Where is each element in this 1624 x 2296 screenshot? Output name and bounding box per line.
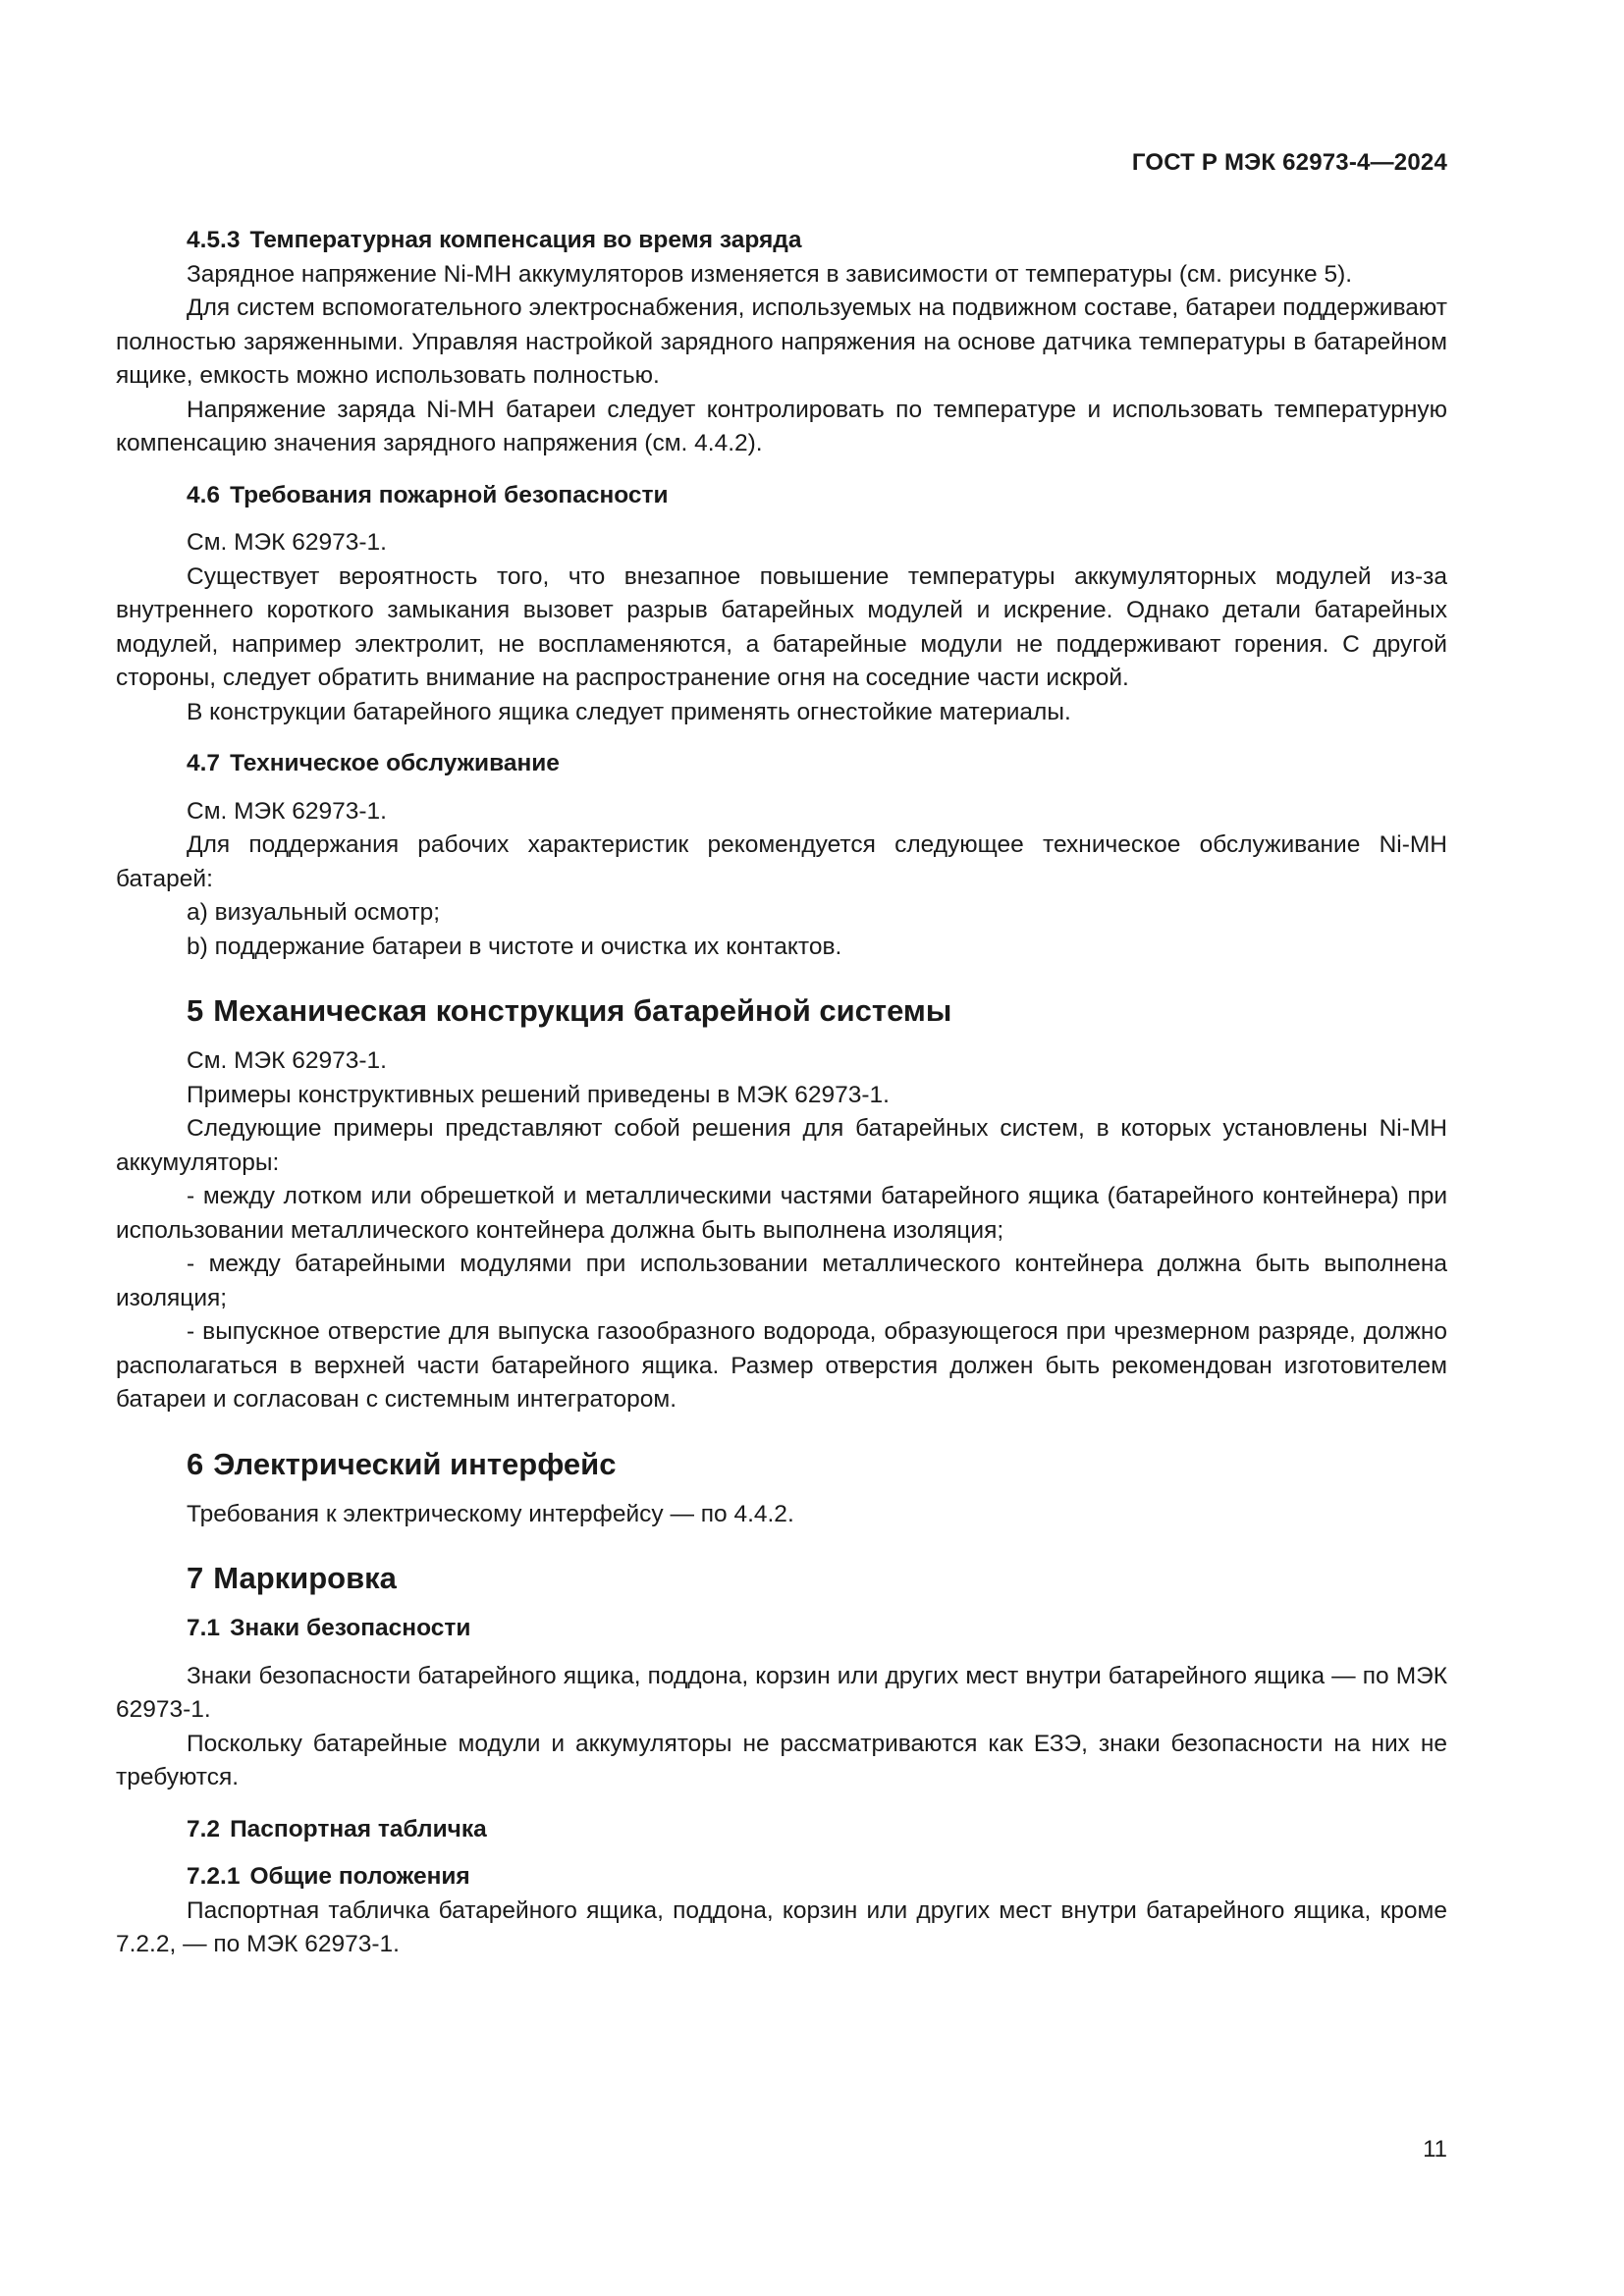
section-title: Температурная компенсация во время заряда [249,227,802,253]
section-heading-7 [116,1559,1447,1598]
paragraph: Для систем вспомогательного электроснабжения, используемых на подвижном составе, батареи поддерживают полностью заряженными. Управляя настройкой зарядного напряжения на основе датчика температуры в батарейном ящике, емкость можно использовать полностью. [116,294,1447,389]
page-number: 11 [1423,2136,1447,2163]
section-title: Требования пожарной безопасности [230,481,669,508]
section-number: 4.5.3 [187,227,241,253]
section-title: Общие положения [249,1863,470,1890]
paragraph: Существует вероятность того, что внезапное повышение температуры аккумуляторных модулей из-за внутреннего короткого замыкания вызовет разрыв батарейных модулей и искрение. Однако детали батарейных модулей, например электролит, не воспламеняются, а батарейные модули не поддерживают горения. С другой стороны, следует обратить внимание на распространение огня на соседние части искрой. [116,562,1447,691]
list-item: - между батарейными модулями при использовании металлического контейнера должна быть выполнена изоляция; [116,1251,1447,1311]
list-item: - выпускное отверстие для выпуска газообразного водорода, образующегося при чрезмерном разряде, должно располагаться в верхней части батарейного ящика. Размер отверстия должен быть рекомендован изготовителем батареи и согласован с системным интегратором. [116,1318,1447,1413]
section-title: Паспортная табличка [230,1815,487,1842]
list-item: b) поддержание батареи в чистоте и очистка их контактов. [187,933,842,960]
paragraph: См. МЭК 62973-1. [187,529,387,556]
section-heading-7-2 [116,1813,1447,1847]
section-heading-7-2-1 [116,1860,1447,1895]
section-number: 4.6 [187,481,221,508]
document-id-header: ГОСТ Р МЭК 62973-4—2024 [1131,149,1447,176]
section-heading-4-7 [116,747,1447,781]
paragraph: Паспортная табличка батарейного ящика, поддона, корзин или других мест внутри батарейного ящика, кроме 7.2.2, — по МЭК 62973-1. [116,1896,1447,1957]
section-number: 7.1 [187,1615,221,1641]
paragraph: Требования к электрическому интерфейсу — по 4.4.2. [187,1500,794,1527]
paragraph: Напряжение заряда Ni-MH батареи следует контролировать по температуре и использовать температурную компенсацию значения зарядного напряжения (см. 4.4.2). [116,396,1447,456]
section-title: Механическая конструкция батарейной системы [213,993,952,1028]
section-number: 7.2 [187,1815,221,1842]
section-heading-7-1 [116,1612,1447,1646]
section-heading-5 [116,991,1447,1031]
section-number: 7 [187,1561,204,1595]
list-item: - между лотком или обрешеткой и металлическими частями батарейного ящика (батарейного контейнера) при использовании металлического контейнера должна быть выполнена изоляция; [116,1183,1447,1244]
section-number: 4.7 [187,750,221,776]
section-heading-4-5-3 [116,224,1447,258]
section-number: 5 [187,993,204,1028]
paragraph: В конструкции батарейного ящика следует применять огнестойкие материалы. [187,698,1071,725]
section-title: Электрический интерфейс [213,1446,617,1481]
section-heading-4-6 [116,479,1447,513]
paragraph: См. МЭК 62973-1. [187,797,387,825]
section-title: Маркировка [213,1561,397,1595]
paragraph: Примеры конструктивных решений приведены в МЭК 62973-1. [187,1081,890,1108]
section-heading-6 [116,1445,1447,1484]
paragraph: Следующие примеры представляют собой решения для батарейных систем, в которых установлены Ni-MH аккумуляторы: [116,1115,1447,1176]
paragraph: Знаки безопасности батарейного ящика, поддона, корзин или других мест внутри батарейного ящика — по МЭК 62973-1. [116,1662,1447,1723]
paragraph: Поскольку батарейные модули и аккумуляторы не рассматриваются как ЕЗЭ, знаки безопасности на них не требуются. [116,1730,1447,1790]
section-number: 6 [187,1446,204,1481]
document-body [116,224,1447,1962]
paragraph: Зарядное напряжение Ni-MH аккумуляторов изменяется в зависимости от температуры (см. рисунке 5). [187,260,1353,288]
section-title: Знаки безопасности [230,1615,471,1641]
paragraph: См. МЭК 62973-1. [187,1047,387,1074]
section-title: Техническое обслуживание [230,750,560,776]
paragraph: Для поддержания рабочих характеристик рекомендуется следующее техническое обслуживание Ni-MH батарей: [116,831,1447,892]
list-item: a) визуальный осмотр; [187,899,441,926]
section-number: 7.2.1 [187,1863,241,1890]
